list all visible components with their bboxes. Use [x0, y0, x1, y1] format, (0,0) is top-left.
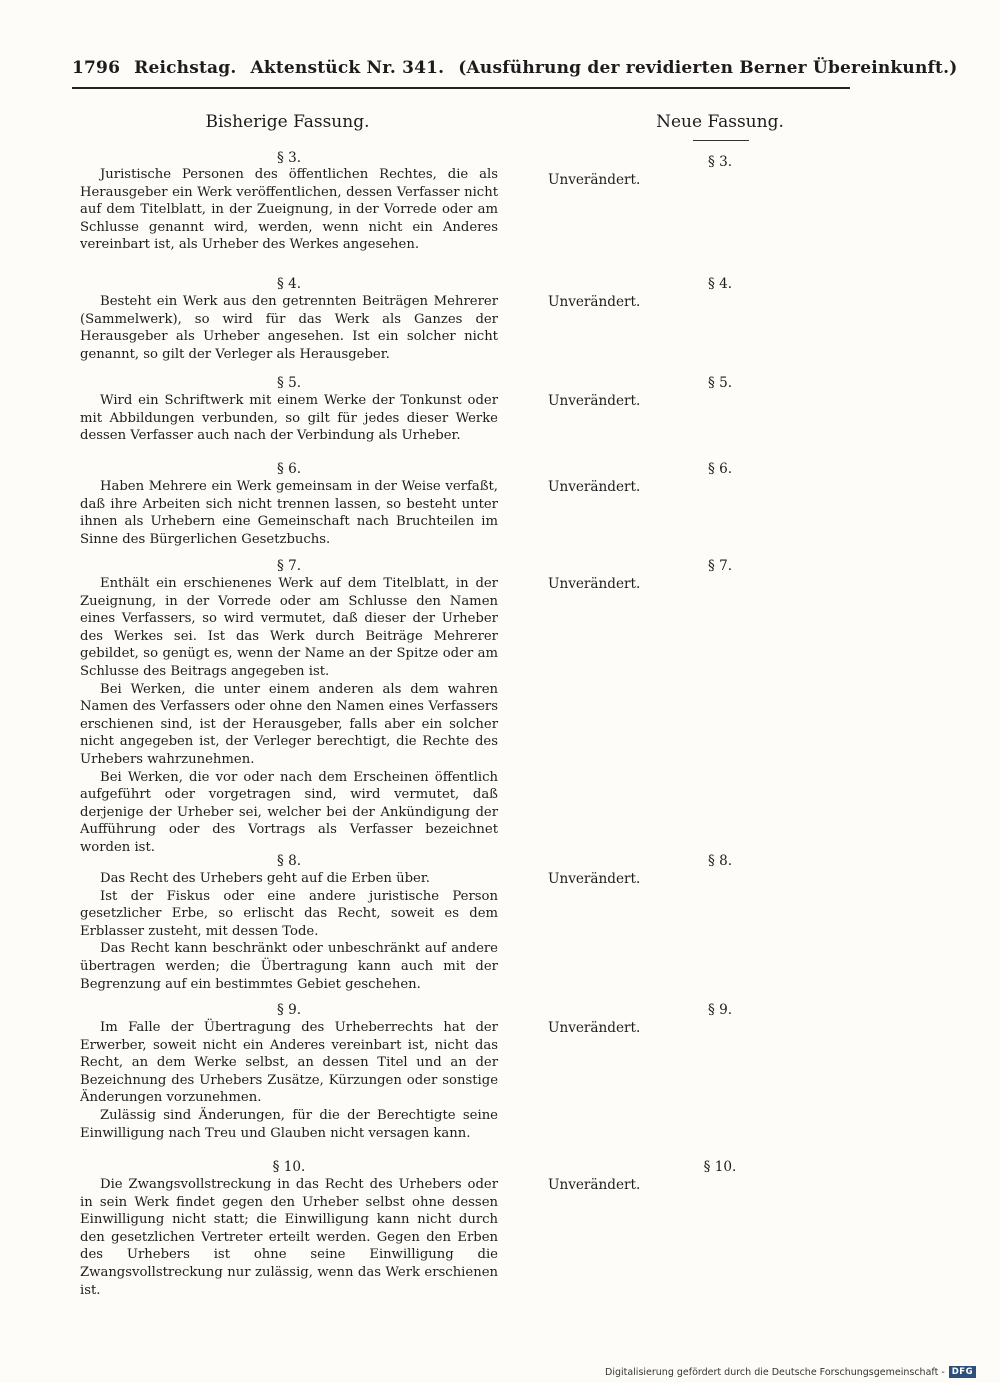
section-text: [80, 293, 498, 363]
new-section-text: Unverändert.: [548, 393, 641, 409]
paragraph: Bei Werken, die unter einem anderen als dem wahren Namen des Verfassers oder ohne den Namen eines Verfassers erschienen sind, ist der Herausgeber, falls aber ein solcher nicht angegeben ist, der Verleger berechtigt, die Rechte des Urhebers wahrzunehmen.: [80, 681, 498, 767]
section-number: § 10.: [272, 1159, 306, 1175]
header-subject: (Ausführung der revidierten Berner Übereinkunft.): [458, 58, 958, 78]
left-column-title: Bisherige Fassung.: [205, 112, 370, 132]
new-section-number: § 8.: [707, 853, 733, 869]
paragraph: Enthält ein erschienenes Werk auf dem Titelblatt, in der Zueignung, in der Vorrede oder am Schlusse den Namen eines Verfassers, so wird vermutet, daß dieser der Urheber des Werkes sei. Ist das Werk durch Beiträge Mehrerer gebildet, so genügt es, wenn der Name an der Spitze oder am Schlusse des Beitrags angegeben ist.: [80, 576, 498, 679]
section-text: [80, 478, 498, 548]
section-text: [80, 166, 498, 254]
paragraph: Besteht ein Werk aus den getrennten Beiträgen Mehrerer (Sammelwerk), so wird für das Werk als Ganzes der Herausgeber als Urheber angesehen. Ist ein solcher nicht genannt, so gilt der Verleger als Herausgeber.: [80, 294, 498, 362]
section-number: § 5.: [276, 375, 302, 391]
digitization-credit: [605, 1366, 976, 1378]
section-number: § 8.: [276, 853, 302, 869]
credit-text: Digitalisierung gefördert durch die Deutsche Forschungsgemeinschaft -: [605, 1366, 945, 1378]
paragraph: Bei Werken, die vor oder nach dem Erscheinen öffentlich aufgeführt oder vorgetragen sind, wird vermutet, daß derjenige der Urheber sei, welcher bei der Ankündigung der Aufführung oder des Vortrags als Verfasser bezeichnet worden ist.: [80, 769, 498, 855]
new-section-text: Unverändert.: [548, 294, 641, 310]
new-section-text: Unverändert.: [548, 1177, 641, 1193]
paragraph: Wird ein Schriftwerk mit einem Werke der Tonkunst oder mit Abbildungen verbunden, so gilt für jedes dieser Werke dessen Verfasser auch nach der Verbindung als Urheber.: [80, 393, 498, 444]
new-section-number: § 9.: [707, 1002, 733, 1018]
paragraph: Das Recht des Urhebers geht auf die Erben über.: [100, 871, 430, 886]
new-section-number: § 7.: [707, 558, 733, 574]
section-text: [80, 392, 498, 445]
paragraph: Zulässig sind Änderungen, für die der Berechtigte seine Einwilligung nach Treu und Glauben nicht versagen kann.: [80, 1107, 498, 1141]
paragraph: Das Recht kann beschränkt oder unbeschränkt auf andere übertragen werden; die Übertragung kann auch mit der Begrenzung auf ein bestimmtes Gebiet geschehen.: [80, 941, 498, 992]
right-title-rule: [693, 140, 749, 141]
new-section-number: § 3.: [707, 154, 733, 170]
paragraph: Die Zwangsvollstreckung in das Recht des Urhebers oder in sein Werk findet gegen den Urheber selbst ohne dessen Einwilligung nicht statt; die Einwilligung kann nicht durch den gesetzlichen Vertreter erteilt werden. Gegen den Erben des Urhebers ist ohne seine Einwilligung die Zwangsvollstreckung nur zulässig, wenn das Werk erschienen ist.: [80, 1177, 498, 1298]
new-section-text: Unverändert.: [548, 576, 641, 592]
new-section-text: Unverändert.: [548, 871, 641, 887]
section-number: § 3.: [276, 150, 302, 166]
section-text: [80, 870, 498, 993]
new-section-text: Unverändert.: [548, 1020, 641, 1036]
section-number: § 7.: [276, 558, 302, 574]
section-number: § 6.: [276, 461, 302, 477]
paragraph: Juristische Personen des öffentlichen Rechtes, die als Herausgeber ein Werk veröffentlichen, dessen Verfasser nicht auf dem Titelblatt, in der Zueignung, in der Vorrede oder am Schlusse genannt wird, werden, wenn nicht ein Anderes vereinbart ist, als Urheber des Werkes angesehen.: [80, 167, 498, 253]
header-rule: [72, 87, 850, 89]
section-text: [80, 1019, 498, 1142]
section-text: [80, 1176, 498, 1299]
header-doc: Aktenstück Nr. 341.: [250, 58, 445, 78]
paragraph: Ist der Fiskus oder eine andere juristische Person gesetzlicher Erbe, so erlischt das Recht, soweit es dem Erblasser zusteht, mit dessen Tode.: [80, 888, 498, 939]
paragraph: Im Falle der Übertragung des Urheberrechts hat der Erwerber, soweit nicht ein Anderes vereinbart ist, nicht das Recht, an dem Werke selbst, an dessen Titel und an der Bezeichnung des Urhebers Zusätze, Kürzungen oder sonstige Änderungen vorzunehmen.: [80, 1020, 498, 1106]
new-section-text: Unverändert.: [548, 172, 641, 188]
new-section-number: § 5.: [707, 375, 733, 391]
new-section-number: § 10.: [703, 1159, 737, 1175]
new-section-number: § 6.: [707, 461, 733, 477]
new-section-number: § 4.: [707, 276, 733, 292]
section-number: § 4.: [276, 276, 302, 292]
page-number: 1796: [72, 58, 121, 78]
page-header: [72, 58, 958, 86]
right-column-title: Neue Fassung.: [656, 112, 784, 132]
new-section-text: Unverändert.: [548, 479, 641, 495]
paragraph: Haben Mehrere ein Werk gemeinsam in der Weise verfaßt, daß ihre Arbeiten sich nicht trennen lassen, so besteht unter ihnen als Urhebern eine Gemeinschaft nach Bruchteilen im Sinne des Bürgerlichen Gesetzbuchs.: [80, 479, 498, 547]
section-number: § 9.: [276, 1002, 302, 1018]
dfg-logo: DFG: [949, 1366, 976, 1378]
header-title: Reichstag.: [134, 58, 237, 78]
section-text: [80, 575, 498, 857]
